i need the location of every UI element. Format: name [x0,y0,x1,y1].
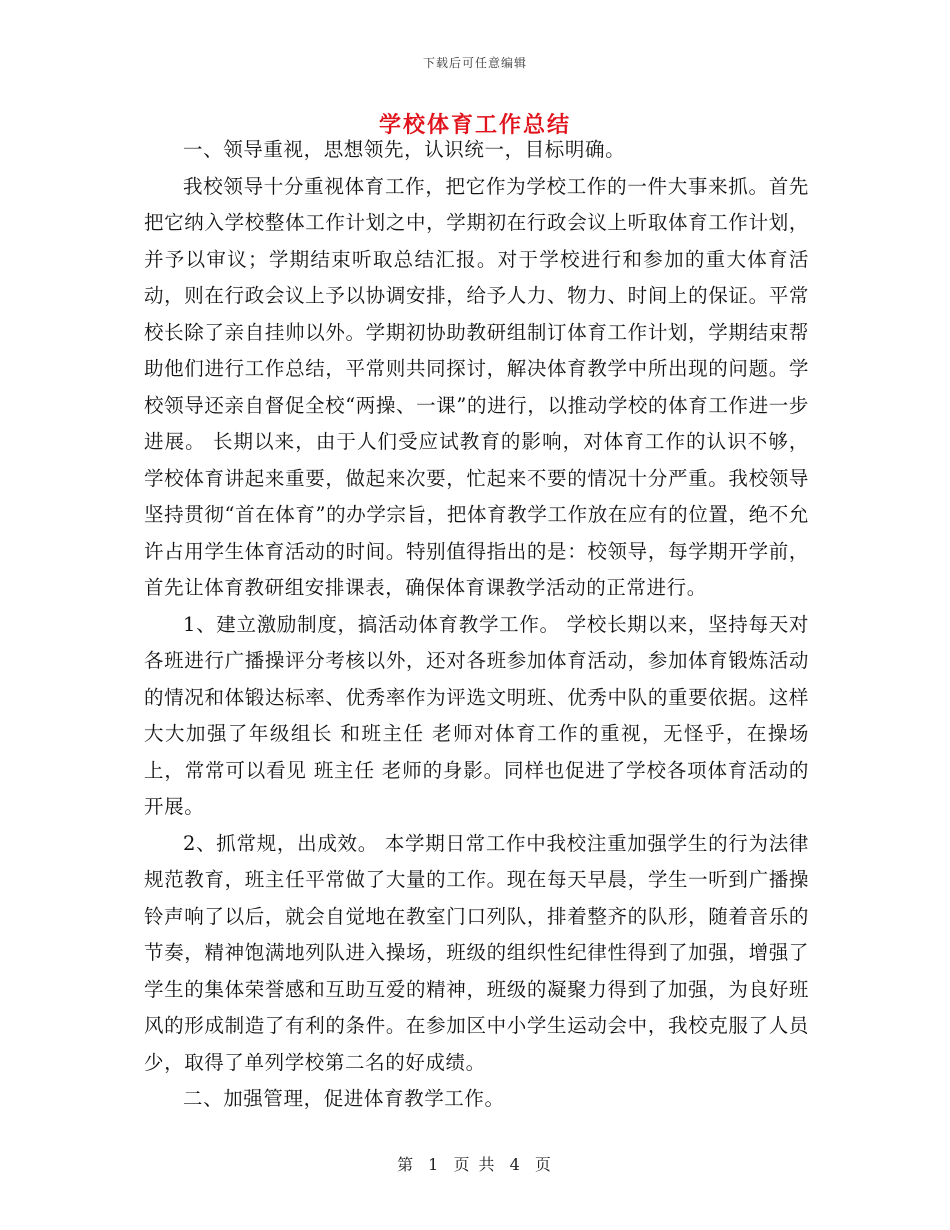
section-heading-1: 一、领导重视，思想领先，认识统一，目标明确。 [183,138,626,161]
page-footer [0,1152,950,1175]
header-note: 下载后可任意编辑 [422,56,527,70]
page-number: 1 [428,1155,441,1174]
document-title: 学校体育工作总结 [378,112,571,138]
body-paragraph: 我校领导十分重视体育工作，把它作为学校工作的一件大事来抓。首先把它纳入学校整体工作计划之中，学期初在行政会议上听取体育工作计划，并予以审议；学期结束听取总结汇报。对于学校进行和参加的重大体育活动，则在行政会议上予以协调安排，给予人力、物力、时间上的保证。平常校长除了亲自挂帅以外。学期初协助教研组制订体育工作计划，学期结束帮助他们进行工作总结，平常则共同探讨，解决体育教学中所出现的问题。学校领导还亲自督促全校“两操、一课”的进行，以推动学校的体育工作进一步进展。 长期以来，由于人们受应试教育的影响，对体育工作的认识不够，学校体育讲起来重要，做起来次要，忙起来不要的情况十分严重。我校领导坚持贯彻“首在体育”的办学宗旨，把体育教学工作放在应有的位置，绝不允许占用学生体育活动的时间。特别值得指出的是：校领导，每学期开学前，首先让体育教研组安排课表，确保体育课教学活动的正常进行。 [144,174,809,599]
body-paragraph: 2、抓常规，出成效。 本学期日常工作中我校注重加强学生的行为法律规范教育，班主任平常做了大量的工作。现在每天早晨，学生一听到广播操铃声响了以后，就会自觉地在教室门口列队，排着整齐的队形，随着音乐的节奏，精神饱满地列队进入操场，班级的组织性纪律性得到了加强，增强了学生的集体荣誉感和互助互爱的精神，班级的凝聚力得到了加强，为良好班风的形成制造了有利的条件。在参加区中小学生运动会中，我校克服了人员少，取得了单列学校第二名的好成绩。 [144,831,809,1074]
total-pages: 4 [509,1155,522,1174]
footer-suffix: 页 [534,1155,553,1174]
footer-middle: 页 共 [453,1155,497,1174]
footer-prefix: 第 [397,1155,416,1174]
document-body [144,132,809,1118]
section-heading-2: 二、加强管理，促进体育教学工作。 [183,1087,505,1110]
body-paragraph: 1、建立激励制度，搞活动体育教学工作。 学校长期以来，坚持每天对各班进行广播操评分考核以外，还对各班参加体育活动，参加体育锻炼活动的情况和体锻达标率、优秀率作为评选文明班、优秀中队的重要依据。这样大大加强了年级组长 和班主任 老师对体育工作的重视，无怪乎，在操场上，常常可以看见 班主任 老师的身影。同样也促进了学校各项体育活动的开展。 [144,612,809,818]
